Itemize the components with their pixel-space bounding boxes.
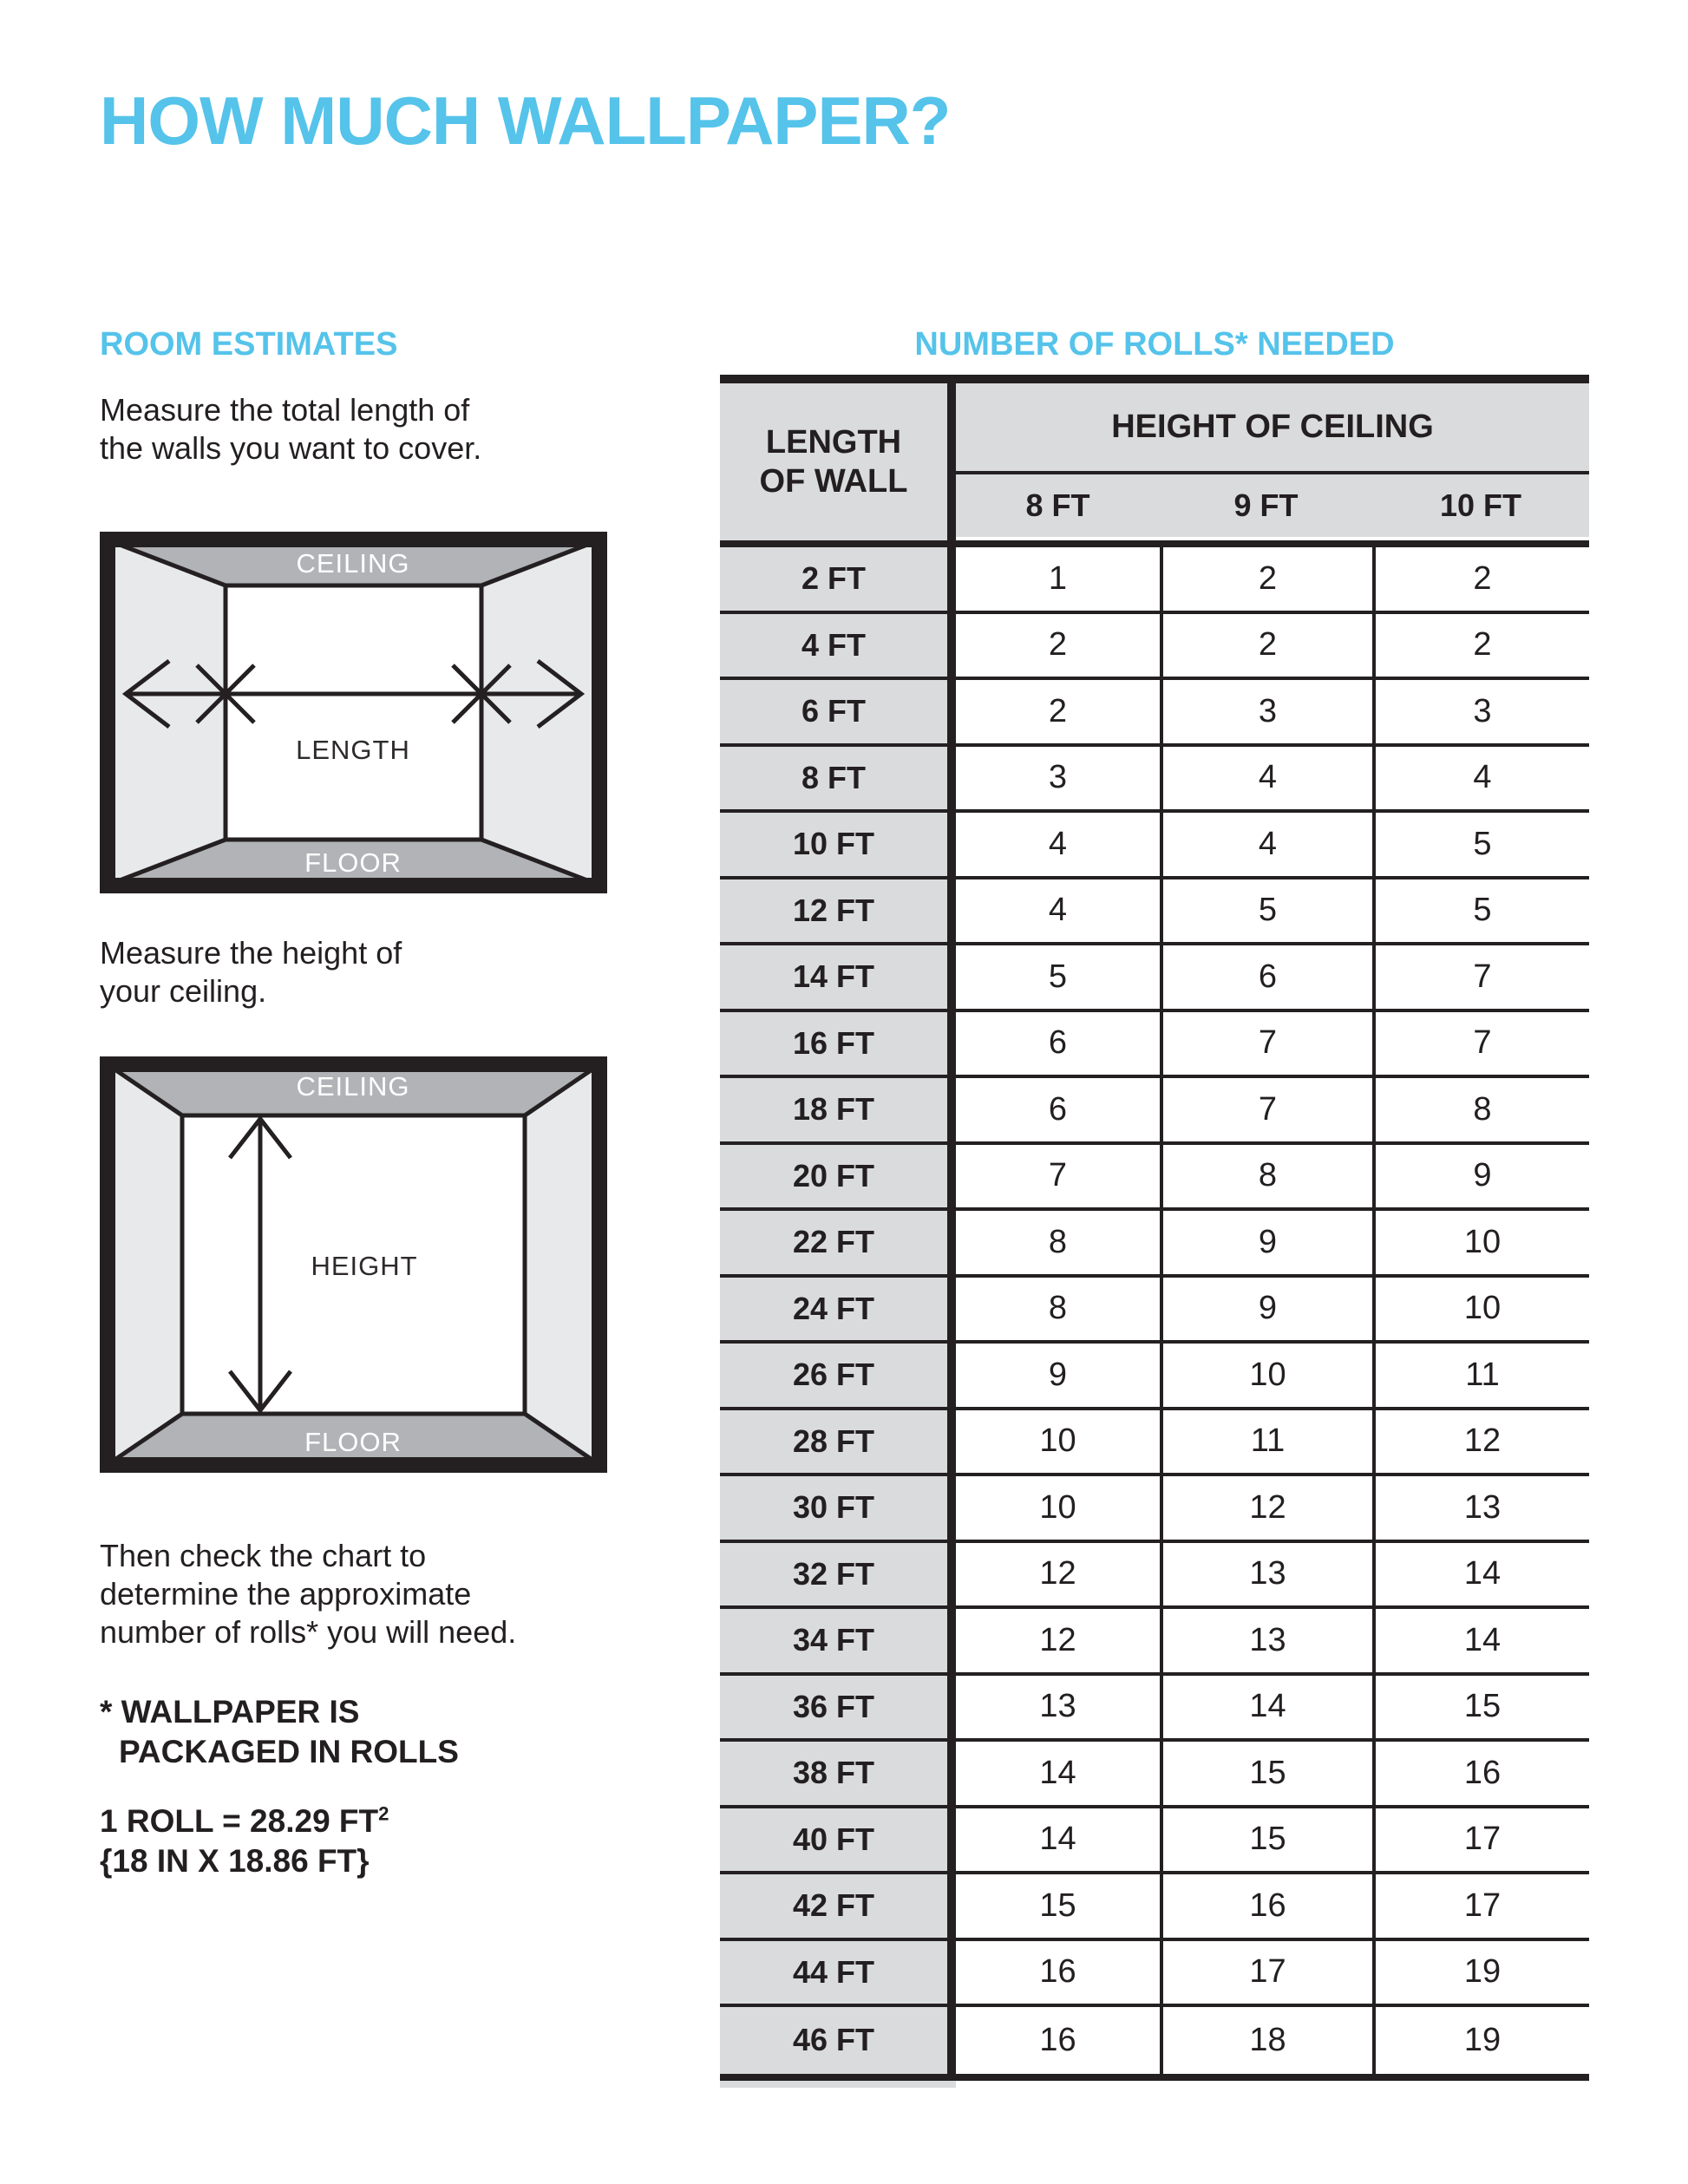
row-rolls-value: 16 xyxy=(1372,1742,1589,1805)
left-wall-shape xyxy=(108,1065,182,1464)
row-length-label: 16 FT xyxy=(720,1012,956,1076)
row-length-label: 42 FT xyxy=(720,1874,956,1938)
row-rolls-value: 18 xyxy=(1160,2007,1372,2074)
table-row xyxy=(720,1808,1589,1875)
table-row xyxy=(720,614,1589,681)
row-rolls-value: 16 xyxy=(956,2007,1160,2074)
row-length-label: 28 FT xyxy=(720,1410,956,1474)
table-row xyxy=(720,1476,1589,1543)
row-rolls-value: 9 xyxy=(1160,1278,1372,1341)
row-rolls-value: 15 xyxy=(1372,1676,1589,1739)
row-rolls-value: 8 xyxy=(1160,1145,1372,1208)
roll-dimensions-line: {18 IN X 18.86 FT} xyxy=(100,1843,370,1879)
table-row xyxy=(720,1278,1589,1344)
rolls-needed-table xyxy=(720,375,1589,2088)
row-rolls-value: 15 xyxy=(1160,1808,1372,1872)
row-rolls-value: 8 xyxy=(956,1278,1160,1341)
paragraph-line: Measure the total length of xyxy=(100,392,470,428)
paragraph-line: determine the approximate xyxy=(100,1576,472,1612)
row-length-label: 24 FT xyxy=(720,1278,956,1341)
row-length-label: 8 FT xyxy=(720,747,956,810)
table-row xyxy=(720,1676,1589,1743)
paragraph-line: your ceiling. xyxy=(100,973,267,1009)
length-label: LENGTH xyxy=(296,735,410,765)
row-rolls-value: 17 xyxy=(1372,1874,1589,1938)
col-header-line: OF WALL xyxy=(759,462,908,500)
row-rolls-value: 7 xyxy=(1372,1012,1589,1076)
table-row xyxy=(720,1078,1589,1145)
height-label: HEIGHT xyxy=(311,1251,418,1281)
row-rolls-value: 10 xyxy=(1372,1211,1589,1274)
table-row xyxy=(720,813,1589,879)
row-rolls-value: 2 xyxy=(1372,547,1589,611)
table-header-right xyxy=(956,383,1589,540)
row-rolls-value: 8 xyxy=(956,1211,1160,1274)
table-row xyxy=(720,1344,1589,1410)
table-row xyxy=(720,1012,1589,1079)
row-rolls-value: 3 xyxy=(1372,680,1589,743)
table-row xyxy=(720,1941,1589,2008)
row-rolls-value: 19 xyxy=(1372,2007,1589,2074)
ceiling-label: CEILING xyxy=(296,548,410,579)
row-rolls-value: 12 xyxy=(1160,1476,1372,1540)
table-top-border xyxy=(720,375,1589,383)
ceiling-label: CEILING xyxy=(296,1071,410,1102)
room-length-diagram xyxy=(100,532,607,898)
row-length-label: 30 FT xyxy=(720,1476,956,1540)
paragraph-line: number of rolls* you will need. xyxy=(100,1614,517,1650)
table-row xyxy=(720,1742,1589,1808)
row-rolls-value: 19 xyxy=(1372,1941,1589,2004)
table-gray-stub xyxy=(720,2081,956,2088)
footnote-line: PACKAGED IN ROLLS xyxy=(119,1734,459,1769)
row-rolls-value: 2 xyxy=(956,614,1160,677)
row-rolls-value: 2 xyxy=(1160,547,1372,611)
section-heading-room-estimates: ROOM ESTIMATES xyxy=(100,326,398,363)
roll-equation xyxy=(100,1801,389,1881)
row-rolls-value: 3 xyxy=(1160,680,1372,743)
row-rolls-value: 17 xyxy=(1160,1941,1372,2004)
row-rolls-value: 14 xyxy=(1160,1676,1372,1739)
row-length-label: 14 FT xyxy=(720,945,956,1009)
table-row xyxy=(720,1543,1589,1610)
row-rolls-value: 4 xyxy=(956,813,1160,876)
row-rolls-value: 14 xyxy=(956,1742,1160,1805)
roll-area-superscript: 2 xyxy=(378,1802,389,1825)
footnote-packaged-in-rolls xyxy=(100,1692,459,1772)
table-row xyxy=(720,747,1589,814)
row-length-label: 12 FT xyxy=(720,879,956,943)
row-rolls-value: 14 xyxy=(956,1808,1160,1872)
row-rolls-value: 5 xyxy=(1372,813,1589,876)
row-rolls-value: 11 xyxy=(1372,1344,1589,1407)
paragraph-line: Measure the height of xyxy=(100,935,402,971)
table-row xyxy=(720,1145,1589,1212)
table-row xyxy=(720,547,1589,614)
sub-header-10ft: 10 FT xyxy=(1439,487,1522,523)
row-length-label: 32 FT xyxy=(720,1543,956,1606)
table-row xyxy=(720,1874,1589,1941)
row-rolls-value: 7 xyxy=(1160,1078,1372,1141)
table-row xyxy=(720,945,1589,1012)
table-bottom-border xyxy=(720,2074,1589,2081)
roll-area-line xyxy=(100,1801,389,1841)
row-length-label: 4 FT xyxy=(720,614,956,677)
table-row xyxy=(720,680,1589,747)
row-length-label: 22 FT xyxy=(720,1211,956,1274)
sub-header-8ft: 8 FT xyxy=(1025,487,1090,523)
group-header-height-of-ceiling: HEIGHT OF CEILING xyxy=(956,383,1589,474)
row-rolls-value: 9 xyxy=(1160,1211,1372,1274)
row-rolls-value: 12 xyxy=(1372,1410,1589,1474)
table-body xyxy=(720,547,1589,2074)
row-length-label: 44 FT xyxy=(720,1941,956,2004)
right-wall-shape xyxy=(525,1065,599,1464)
table-row xyxy=(720,1609,1589,1676)
paragraph-measure-length xyxy=(100,391,481,468)
row-length-label: 2 FT xyxy=(720,547,956,611)
row-rolls-value: 2 xyxy=(956,680,1160,743)
row-rolls-value: 14 xyxy=(1372,1609,1589,1672)
floor-label: FLOOR xyxy=(304,847,402,878)
row-rolls-value: 16 xyxy=(1160,1874,1372,1938)
row-rolls-value: 4 xyxy=(1160,813,1372,876)
room-height-svg xyxy=(100,1056,607,1473)
row-rolls-value: 1 xyxy=(956,547,1160,611)
row-rolls-value: 4 xyxy=(1160,747,1372,810)
row-rolls-value: 4 xyxy=(956,879,1160,943)
row-rolls-value: 5 xyxy=(956,945,1160,1009)
row-rolls-value: 15 xyxy=(956,1874,1160,1938)
row-rolls-value: 2 xyxy=(1160,614,1372,677)
row-rolls-value: 10 xyxy=(956,1410,1160,1474)
row-length-label: 36 FT xyxy=(720,1676,956,1739)
paragraph-line: the walls you want to cover. xyxy=(100,430,482,466)
row-rolls-value: 7 xyxy=(1372,945,1589,1009)
paragraph-check-chart xyxy=(100,1537,516,1651)
paragraph-measure-height xyxy=(100,934,402,1010)
paragraph-line: Then check the chart to xyxy=(100,1538,427,1573)
row-length-label: 20 FT xyxy=(720,1145,956,1208)
roll-area-text: 1 ROLL = 28.29 FT xyxy=(100,1803,379,1839)
row-rolls-value: 6 xyxy=(956,1012,1160,1076)
row-rolls-value: 11 xyxy=(1160,1410,1372,1474)
row-rolls-value: 12 xyxy=(956,1609,1160,1672)
page-title: HOW MUCH WALLPAPER? xyxy=(100,82,951,159)
table-row xyxy=(720,879,1589,946)
row-length-label: 18 FT xyxy=(720,1078,956,1141)
sub-header-row xyxy=(956,474,1589,537)
row-rolls-value: 5 xyxy=(1372,879,1589,943)
row-length-label: 26 FT xyxy=(720,1344,956,1407)
header-bottom-border xyxy=(720,540,1589,547)
row-rolls-value: 7 xyxy=(1160,1012,1372,1076)
sub-header-9ft: 9 FT xyxy=(1233,487,1299,523)
row-rolls-value: 7 xyxy=(956,1145,1160,1208)
floor-label: FLOOR xyxy=(304,1427,402,1457)
row-length-label: 38 FT xyxy=(720,1742,956,1805)
room-length-svg xyxy=(100,532,607,893)
row-rolls-value: 6 xyxy=(956,1078,1160,1141)
row-rolls-value: 17 xyxy=(1372,1808,1589,1872)
row-rolls-value: 13 xyxy=(956,1676,1160,1739)
row-rolls-value: 9 xyxy=(956,1344,1160,1407)
row-rolls-value: 3 xyxy=(956,747,1160,810)
row-rolls-value: 16 xyxy=(956,1941,1160,2004)
row-rolls-value: 10 xyxy=(956,1476,1160,1540)
back-wall-shape xyxy=(226,585,481,840)
row-rolls-value: 13 xyxy=(1160,1543,1372,1606)
footnote-line: * WALLPAPER IS xyxy=(100,1694,360,1730)
row-rolls-value: 4 xyxy=(1372,747,1589,810)
table-row xyxy=(720,1410,1589,1477)
room-height-diagram xyxy=(100,1056,607,1477)
table-row xyxy=(720,1211,1589,1278)
row-rolls-value: 13 xyxy=(1160,1609,1372,1672)
row-length-label: 34 FT xyxy=(720,1609,956,1672)
row-rolls-value: 10 xyxy=(1160,1344,1372,1407)
row-length-label: 40 FT xyxy=(720,1808,956,1872)
row-length-label: 6 FT xyxy=(720,680,956,743)
row-rolls-value: 15 xyxy=(1160,1742,1372,1805)
row-rolls-value: 5 xyxy=(1160,879,1372,943)
row-rolls-value: 9 xyxy=(1372,1145,1589,1208)
row-length-label: 46 FT xyxy=(720,2007,956,2074)
row-rolls-value: 12 xyxy=(956,1543,1160,1606)
row-rolls-value: 6 xyxy=(1160,945,1372,1009)
row-rolls-value: 2 xyxy=(1372,614,1589,677)
row-rolls-value: 13 xyxy=(1372,1476,1589,1540)
row-rolls-value: 14 xyxy=(1372,1543,1589,1606)
col-header-length-of-wall xyxy=(720,383,956,540)
row-rolls-value: 10 xyxy=(1372,1278,1589,1341)
table-row xyxy=(720,2007,1589,2074)
col-header-line: LENGTH xyxy=(765,423,902,461)
row-rolls-value: 8 xyxy=(1372,1078,1589,1141)
section-heading-rolls-needed: NUMBER OF ROLLS* NEEDED xyxy=(914,326,1395,363)
row-length-label: 10 FT xyxy=(720,813,956,876)
